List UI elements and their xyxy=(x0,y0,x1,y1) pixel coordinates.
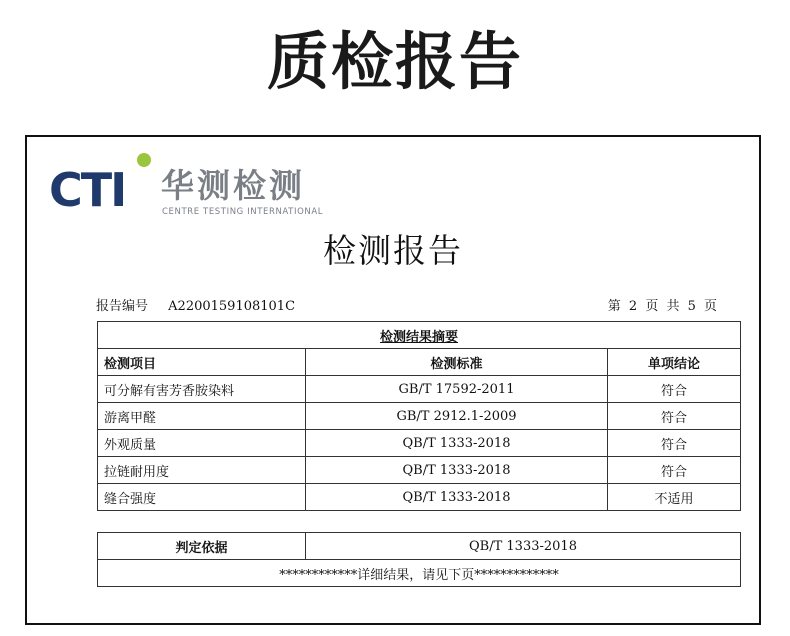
report-number-label: 报告编号 xyxy=(96,299,149,314)
cti-logo xyxy=(49,151,324,221)
row-standard: QB/T 1333-2018 xyxy=(306,430,608,457)
row-item: 游离甲醛 xyxy=(98,403,306,430)
logo-mark: CTI xyxy=(49,163,126,217)
row-standard: GB/T 2912.1-2009 xyxy=(306,403,608,430)
row-conclusion: 符合 xyxy=(608,376,741,403)
basis-value: QB/T 1333-2018 xyxy=(306,533,741,560)
row-item: 缝合强度 xyxy=(98,484,306,511)
row-item: 拉链耐用度 xyxy=(98,457,306,484)
report-document xyxy=(25,135,761,625)
column-header-standard: 检测标准 xyxy=(306,349,608,376)
logo-dot-icon xyxy=(137,153,151,167)
column-header-conclusion: 单项结论 xyxy=(608,349,741,376)
summary-caption: 检测结果摘要 xyxy=(98,322,741,349)
table-row xyxy=(98,403,741,430)
logo-cn-name: 华测检测 xyxy=(161,166,305,205)
basis-note-row xyxy=(98,560,741,587)
page-info: 第 2 页 共 5 页 xyxy=(607,299,717,314)
basis-row xyxy=(98,533,741,560)
table-row xyxy=(98,430,741,457)
row-item: 可分解有害芳香胺染料 xyxy=(98,376,306,403)
summary-table xyxy=(97,321,741,511)
row-standard: GB/T 17592-2011 xyxy=(306,376,608,403)
column-header-item: 检测项目 xyxy=(98,349,306,376)
page-heading: 质检报告 xyxy=(266,25,523,98)
row-conclusion: 符合 xyxy=(608,457,741,484)
row-standard: QB/T 1333-2018 xyxy=(306,457,608,484)
row-conclusion: 不适用 xyxy=(608,484,741,511)
row-item: 外观质量 xyxy=(98,430,306,457)
basis-label: 判定依据 xyxy=(98,533,306,560)
basis-note: ************详细结果，请见下页************* xyxy=(98,560,741,587)
report-number xyxy=(96,295,295,314)
table-row xyxy=(98,457,741,484)
report-number-value: A2200159108101C xyxy=(168,299,296,314)
row-standard: QB/T 1333-2018 xyxy=(306,484,608,511)
basis-table xyxy=(97,532,741,587)
report-title: 检测报告 xyxy=(323,231,463,270)
table-row xyxy=(98,484,741,511)
summary-caption-row xyxy=(98,322,741,349)
table-row xyxy=(98,376,741,403)
row-conclusion: 符合 xyxy=(608,403,741,430)
table-header-row xyxy=(98,349,741,376)
row-conclusion: 符合 xyxy=(608,430,741,457)
logo-en-name: CENTRE TESTING INTERNATIONAL xyxy=(162,207,324,217)
